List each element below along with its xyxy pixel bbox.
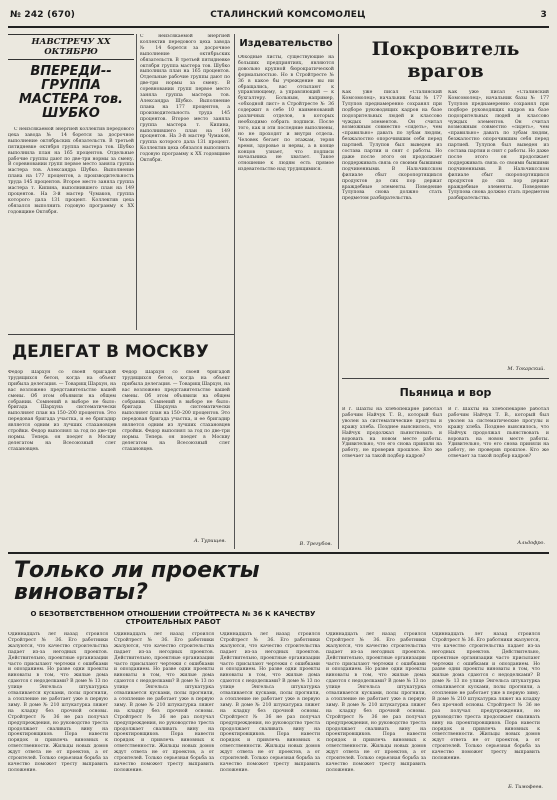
- article-col-5: Одиннадцать лет назад строился Стройтрест № 36. Его работники жалуются, что качество строительства падает из-за негодных проектов. Действительно, проектные организации часто присылают чертежи с ошибками и опозданием. Но разве одни проекты виноваты в том, что жилые дома сдаются с недоделками? В доме № 13 по улице Энгельса штукатурка отваливается кусками, полы прогнили, а отопление не работает уже в первую зиму. В доме № 210 штукатурка ляжет на кладку без прочной основы. Стройтрест № 36 не раз получал предупреждения, но руководство треста продолжает сваливать вину на проектировщиков. Пора навести порядок и привлечь виновных к ответственности. Жильцы новых домов ждут ответа не от проектов, а от строителей. Только серьезная борьба за качество поможет тресту выправить положение.: [432, 632, 540, 762]
- article-signature: М. Токарский.: [507, 366, 545, 372]
- article-headline: ВПЕРЕДИ--ГРУППА МАСТЕРА тов. ШУБКО: [18, 64, 124, 121]
- article-col-3: Одиннадцать лет назад строился Стройтрест № 36. Его работники жалуются, что качество строительства падает из-за негодных проектов. Действительно, проектные организации часто присылают чертежи с ошибками и опозданием. Но разве одни проекты виноваты в том, что жилые дома сдаются с недоделками? В доме № 13 по улице Энгельса штукатурка отваливается кусками, полы прогнили, а отопление не работает уже в первую зиму. В доме № 210 штукатурка ляжет на кладку без прочной основы. Стройтрест № 36 не раз получал предупреждения, но руководство треста продолжает сваливать вину на проектировщиков. Пора навести порядок и привлечь виновных к ответственности. Жильцы новых домов ждут ответа не от проектов, а от строителей. Только серьезная борьба за качество поможет тресту выправить положение.: [220, 632, 320, 773]
- article-headline: ДЕЛЕГАТ В МОСКВУ: [12, 342, 209, 362]
- article-shubko-continued: [140, 34, 230, 324]
- article-headline: Издевательство: [239, 38, 333, 49]
- article-body-left: Как уже писал «Сталинский Комсомолец», начальник базы № 177 Тулупов преднамеренно сохранял при подборе руководящих кадров на базе подозрительных людей и классово чуждых элементов. Он считал возможным совместно «сидеть», чем «правильно» давать по зубам людям, безжалостно опорочившим себя перед партией. Тулупов был выведен из состава партии и снят с работы. Но даже после этого он продолжает поддерживать связь со своими бывшими подчиненными. В Нальчиксском филиале сбыт скоропортящихся продуктов до сих пор держат враждебные элементы. Поведение Тулупова снова должно стать предметом разбирательства.: [342, 90, 442, 202]
- article-headline: Пьяница и вор: [399, 386, 492, 399]
- article-subhead: О БЕЗОТВЕТСТВЕННОМ ОТНОШЕНИИ СТРОЙТРЕСТА № 36 К КАЧЕСТВУ СТРОИТЕЛЬНЫХ РАБОТ: [30, 610, 316, 626]
- article-col-4: Одиннадцать лет назад строился Стройтрест № 36. Его работники жалуются, что качество строительства падает из-за негодных проектов. Действительно, проектные организации часто присылают чертежи с ошибками и опозданием. Но разве одни проекты виноваты в том, что жилые дома сдаются с недоделками? В доме № 13 по улице Энгельса штукатурка отваливается кусками, полы прогнили, а отопление не работает уже в первую зиму. В доме № 210 штукатурка ляжет на кладку без прочной основы. Стройтрест № 36 не раз получал предупреждения, но руководство треста продолжает сваливать вину на проектировщиков. Пора навести порядок и привлечь виновных к ответственности. Жильцы новых домов ждут ответа не от проектов, а от строителей. Только серьезная борьба за качество поможет тресту выправить положение.: [326, 632, 426, 773]
- article-body-right: Федор Шархун со своей бригадой трудящихся бетон, когда на объект прибыла делегация. — Товарищ Шархун, на вас возложено представительство вашей смены. Об этом объявили на общем собрании. Сомнений в выборе не было: бригада Шархуна систематически выполняет план на 150–200 процентов. Это передовая бригада участка, и ее бригадир является одним из лучших стахановцев стройки. Федор выполнял за год по две-три нормы. Теперь он поедет в Москву делегатом на Всесоюзный слет стахановцев.: [122, 370, 230, 452]
- article-pyanitsa: [342, 382, 549, 548]
- article-headline: Только ли проекты виноваты?: [14, 558, 260, 605]
- article-signature: Б. Тимофеев.: [508, 784, 543, 790]
- article-kicker: НАВСТРЕЧУ XX ОКТЯБРЮ: [8, 34, 134, 60]
- article-body-left: Федор Шархун со своей бригадой трудящихся бетон, когда на объект прибыла делегация. — Товарищ Шархун, на вас возложено представительство вашей смены. Об этом объявили на общем собрании. Сомнений в выборе не было: бригада Шархуна систематически выполняет план на 150–200 процентов. Это передовая бригада участка, и ее бригадир является одним из лучших стахановцев стройки. Федор выполнял за год по две-три нормы. Теперь он поедет в Москву делегатом на Всесоюзный слет стахановцев.: [8, 370, 116, 452]
- newspaper-title: СТАЛИНСКИЙ КОМСОМОЛЕЦ: [210, 10, 366, 20]
- article-pokrovitel: [342, 34, 549, 374]
- page-number: 3: [540, 10, 547, 20]
- article-headline: Покровитель врагов: [371, 38, 520, 82]
- article-izdevatelstvo: [238, 34, 334, 549]
- article-delegat: [8, 340, 230, 548]
- article-body-right: В г. Шахты на хлебопекарне работал рабочим Найчук Т. В., который был уволен за систематические прогулы и кражу хлеба. Позднее выяснилось, что Найчук продолжал пьянствовать и воровать на новом месте работы. Удивительно, что его снова приняли на работу, не проверив прошлое. Кто же отвечает за такой подбор кадров?: [448, 407, 549, 460]
- issue-number: № 242 (670): [10, 10, 76, 20]
- article-body: Обходные листы, существующие на больших предприятиях, являются довольно крупной бюрократической формальностью. Но в Стройтресте № 36 в какое бы учреждение вы ни обращались, вас отсылают к управляющему, а управляющий — к бухгалтеру. Больным, например, «обходной лист» в Стройтресте № 36 содержит в себе 10 наименований различных отделов, в которых необходимо собрать подписи. После того, как и эти последние выполнены, но не проходят и внутри отдела. Человек бегает по этажам, теряя время, здоровье и нервы, а в конце концов узнает, что подписи начальника не хватает. Такое отношение к людям есть прямое издевательство над трудящимися.: [238, 55, 334, 173]
- article-signature: А. Турищев.: [193, 538, 226, 544]
- article-body-continued: С неизсякаемой энергией коллектив передового цеха завода № 14 борется за досрочное выполнение октябрьских обязательств. В третьей пятидневке октября группа мастера тов. Шубко выполнила план на 165 процентов. Отдельные рабочие группы дают по две-три нормы за смену. В соревновании групп первое место заняла группа мастера тов. Александра Шубко. Выполнение плана на 177 процентов, а производительность труда 145 процентов. Второе место заняла группа мастера т. Кипина, выполнившего план на 149 процентов. На 3-й мастер Чумаков, группа которого дала 131 процент. Коллектив цеха обязался выполнить годовую программу к XX годовщине Октября.: [140, 34, 230, 164]
- article-col-2: Одиннадцать лет назад строился Стройтрест № 36. Его работники жалуются, что качество строительства падает из-за негодных проектов. Действительно, проектные организации часто присылают чертежи с ошибками и опозданием. Но разве одни проекты виноваты в том, что жилые дома сдаются с недоделками? В доме № 13 по улице Энгельса штукатурка отваливается кусками, полы прогнили, а отопление не работает уже в первую зиму. В доме № 210 штукатурка ляжет на кладку без прочной основы. Стройтрест № 36 не раз получал предупреждения, но руководство треста продолжает сваливать вину на проектировщиков. Пора навести порядок и привлечь виновных к ответственности. Жильцы новых домов ждут ответа не от проектов, а от строителей. Только серьезная борьба за качество поможет тресту выправить положение.: [114, 632, 214, 773]
- article-col-1: Одиннадцать лет назад строился Стройтрест № 36. Его работники жалуются, что качество строительства падает из-за негодных проектов. Действительно, проектные организации часто присылают чертежи с ошибками и опозданием. Но разве одни проекты виноваты в том, что жилые дома сдаются с недоделками? В доме № 13 по улице Энгельса штукатурка отваливается кусками, полы прогнили, а отопление не работает уже в первую зиму. В доме № 210 штукатурка ляжет на кладку без прочной основы. Стройтрест № 36 не раз получал предупреждения, но руководство треста продолжает сваливать вину на проектировщиков. Пора навести порядок и привлечь виновных к ответственности. Жильцы новых домов ждут ответа не от проектов, а от строителей. Только серьезная борьба за качество поможет тресту выправить положение.: [8, 632, 108, 773]
- article-shubko: [8, 34, 134, 328]
- masthead: [8, 4, 549, 28]
- article-signature: Альдофро.: [517, 540, 545, 546]
- article-body: С неизсякаемой энергией коллектив передового цеха завода № 14 борется за досрочное выполнение октябрьских обязательств. В третьей пятидневке октября группа мастера тов. Шубко выполнила план на 165 процентов. Отдельные рабочие группы дают по две-три нормы за смену. В соревновании групп первое место заняла группа мастера тов. Александра Шубко. Выполнение плана на 177 процентов, а производительность труда 145 процентов. Второе место заняла группа мастера т. Кипина, выполнившего план на 149 процентов. На 3-й мастер Чумаков, группа которого дала 131 процент. Коллектив цеха обязался выполнить годовую программу к XX годовщине Октября.: [8, 127, 134, 215]
- article-body-left: В г. Шахты на хлебопекарне работал рабочим Найчук Т. В., который был уволен за систематические прогулы и кражу хлеба. Позднее выяснилось, что Найчук продолжал пьянствовать и воровать на новом месте работы. Удивительно, что его снова приняли на работу, не проверив прошлое. Кто же отвечает за такой подбор кадров?: [342, 407, 442, 460]
- article-signature: В. Трегубов.: [299, 541, 332, 547]
- article-proekty: [8, 558, 549, 794]
- article-body-right: Как уже писал «Сталинский Комсомолец», начальник базы № 177 Тулупов преднамеренно сохранял при подборе руководящих кадров на базе подозрительных людей и классово чуждых элементов. Он считал возможным совместно «сидеть», чем «правильно» давать по зубам людям, безжалостно опорочившим себя перед партией. Тулупов был выведен из состава партии и снят с работы. Но даже после этого он продолжает поддерживать связь со своими бывшими подчиненными. В Нальчиксском филиале сбыт скоропортящихся продуктов до сих пор держат враждебные элементы. Поведение Тулупова снова должно стать предметом разбирательства.: [448, 90, 549, 202]
